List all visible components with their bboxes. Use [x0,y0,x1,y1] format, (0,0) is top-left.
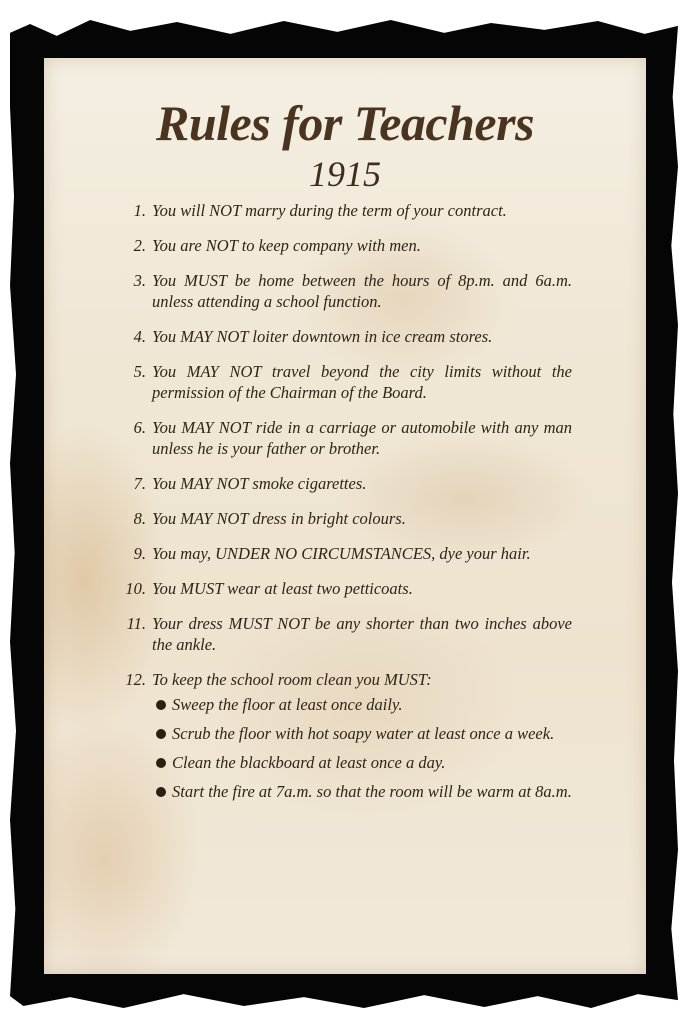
rule-text: You MAY NOT ride in a carriage or automobile with any man unless he is your father or brother. [152,418,572,458]
rule-text: You MAY NOT travel beyond the city limits without the permission of the Chairman of the Board. [152,362,572,402]
cleaning-duty-item [152,694,572,715]
rule-item-8 [114,508,572,529]
bullet-icon [156,700,166,710]
rule-number: 5. [133,362,146,381]
rule-number: 12. [125,670,146,689]
rule-item-6 [114,417,572,459]
rule-item-10 [114,578,572,599]
rule-number: 9. [133,544,146,563]
rules-list [114,200,572,816]
rule-text: You MAY NOT loiter downtown in ice cream stores. [152,327,493,346]
cleaning-duties-list [152,694,572,802]
rule-number: 4. [133,327,146,346]
rule-text: Your dress MUST NOT be any shorter than two inches above the ankle. [152,614,572,654]
cleaning-duty-text: Sweep the floor at least once daily. [172,695,403,714]
rule-number: 10. [125,579,146,598]
cleaning-duty-text: Clean the blackboard at least once a day. [172,753,446,772]
cleaning-duty-item [152,723,572,744]
document-title: Rules for Teachers [155,95,535,151]
rule-number: 7. [133,474,146,493]
rule-text: To keep the school room clean you MUST: [152,670,432,689]
rule-number: 6. [133,418,146,437]
rule-text: You MAY NOT dress in bright colours. [152,509,406,528]
rule-item-2 [114,235,572,256]
cleaning-duty-text: Scrub the floor with hot soapy water at least once a week. [172,724,555,743]
rule-number: 11. [126,614,146,633]
rule-item-3 [114,270,572,312]
rule-item-1 [114,200,572,221]
rule-number: 1. [133,201,146,220]
rule-item-4 [114,326,572,347]
rule-text: You MUST be home between the hours of 8p.m. and 6a.m. unless attending a school function. [152,271,572,311]
rule-text: You are NOT to keep company with men. [152,236,421,255]
aged-paper-sheet [44,58,646,974]
rule-item-12 [114,669,572,802]
rule-item-9 [114,543,572,564]
rule-item-7 [114,473,572,494]
rule-item-11 [114,613,572,655]
cleaning-duty-item [152,781,572,802]
rule-text: You MUST wear at least two petticoats. [152,579,413,598]
cleaning-duty-item [152,752,572,773]
cleaning-duty-text: Start the fire at 7a.m. so that the room will be warm at 8a.m. [172,782,572,801]
rule-number: 3. [133,271,146,290]
rule-text: You may, UNDER NO CIRCUMSTANCES, dye your hair. [152,544,531,563]
rule-number: 2. [133,236,146,255]
rule-text: You will NOT marry during the term of your contract. [152,201,507,220]
bullet-icon [156,729,166,739]
bullet-icon [156,787,166,797]
rule-item-5 [114,361,572,403]
rule-text: You MAY NOT smoke cigarettes. [152,474,367,493]
bullet-icon [156,758,166,768]
document-year: 1915 [309,154,381,194]
rule-number: 8. [133,509,146,528]
